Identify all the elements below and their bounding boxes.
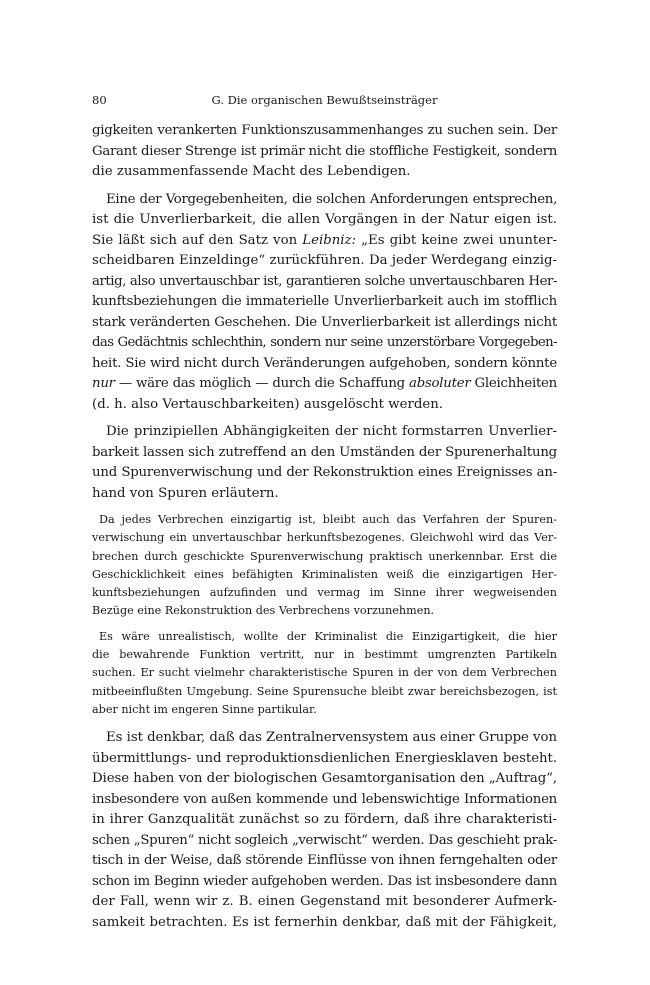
text-line — [92, 231, 557, 252]
text-line: übermittlungs- und reproduktionsdienlichen Energiesklaven besteht. — [92, 750, 557, 766]
text-line: und Spurenverwischung und der Rekonstruktion eines Ereignisses an- — [92, 465, 557, 480]
text-line: Es wäre unrealistisch, wollte der Kriminalist die Einzigartigkeit, die hier — [99, 629, 557, 643]
text-line: schen „Spuren“ nicht sogleich „verwischt“ werden. Das geschieht prak- — [92, 832, 557, 848]
text-line: mitbeeinflußten Umgebung. Seine Spurensuche bleibt zwar bereichsbezogen, ist — [92, 684, 557, 698]
text-line: Garant dieser Strenge ist primär nicht die stoffliche Festigkeit, sondern — [92, 143, 557, 159]
text-line: Bezüge eine Rekonstruktion des Verbrechens vorzunehmen. — [92, 604, 435, 618]
paragraph-4-small — [92, 511, 557, 621]
text-line: schon im Beginn wieder aufgehoben werden. Das ist insbesondere dann — [92, 873, 557, 889]
running-head: G. Die organischen Bewußtseinsträger — [211, 93, 438, 107]
text-line: die zusammenfassende Macht des Lebendigen. — [92, 164, 411, 179]
text-line: scheidbaren Einzeldinge“ zurückführen. Da jeder Werdegang einzig- — [92, 253, 557, 268]
text-line: verwischung ein unvertauschbar herkunftsbezogenes. Gleichwohl wird das Ver- — [92, 531, 557, 545]
text-line: samkeit betrachten. Es ist fernerhin denkbar, daß mit der Fähigkeit, — [92, 914, 557, 930]
page-body — [92, 121, 557, 933]
text-line: tisch in der Weise, daß störende Einflüsse von ihnen ferngehalten oder — [92, 853, 557, 869]
text-line: in ihrer Ganzqualität zunächst so zu fördern, daß ihre charakteristi- — [92, 812, 557, 828]
text-line: kunftsbeziehungen aufzufinden und vermag im Sinne ihrer wegweisenden — [92, 586, 557, 600]
text-line: insbesondere von außen kommende und lebenswichtige Informationen — [92, 791, 557, 807]
text-line: das Gedächtnis schlechthin, sondern nur seine unzerstörbare Vorgegeben- — [92, 335, 557, 350]
text-line: suchen. Er sucht vielmehr charakteristische Spuren in der von dem Verbrechen — [92, 666, 557, 680]
text-line: der Fall, wenn wir z. B. einen Gegenstand mit besonderer Aufmerk- — [92, 894, 557, 910]
text-line: ist die Unverlierbarkeit, die allen Vorgängen in der Natur eigen ist. — [92, 212, 557, 227]
text-line: Da jedes Verbrechen einzigartig ist, bleibt auch das Verfahren der Spuren- — [99, 513, 557, 526]
text-line: stark veränderten Geschehen. Die Unverlierbarkeit ist allerdings nicht — [92, 314, 557, 330]
page-number: 80 — [92, 93, 107, 107]
text-line: barkeit lassen sich zutreffend an den Umständen der Spurenerhaltung — [92, 444, 557, 460]
paragraph-5-small — [92, 628, 557, 719]
text-line: (d. h. also Vertauschbarkeiten) ausgelöscht werden. — [92, 396, 443, 412]
paragraph-3 — [92, 422, 557, 504]
text-line: Es ist denkbar, daß das Zentralnervensystem aus einer Gruppe von — [106, 730, 557, 746]
emphasis-name: Leibniz: — [302, 232, 357, 248]
text-line: Die prinzipiellen Abhängigkeiten der nicht formstarren Unverlier- — [106, 424, 557, 439]
text-segment: — wäre das möglich — durch die Schaffung — [114, 376, 410, 391]
text-line: artig, also unvertauschbar ist, garantieren solche unvertauschbaren Her- — [92, 273, 557, 289]
emphasis-word: nur — [92, 376, 115, 391]
text-line: gigkeiten verankerten Funktionszusammenhanges zu suchen sein. Der — [92, 123, 557, 138]
text-line — [92, 374, 557, 395]
text-segment: Sie läßt sich auf den Satz von — [92, 232, 303, 248]
text-line: aber nicht im engeren Sinne partikular. — [92, 702, 317, 716]
text-line: brechen durch geschickte Spurenverwischung praktisch unerkennbar. Erst die — [92, 549, 557, 563]
text-segment: Gleichheiten — [470, 376, 557, 391]
text-line: die bewahrende Funktion vertritt, nur in bestimmt umgrenzten Partikeln — [92, 648, 557, 662]
text-segment: „Es gibt keine zwei ununter- — [356, 232, 557, 248]
text-line: hand von Spuren erläutern. — [92, 485, 279, 501]
paragraph-6 — [92, 728, 557, 933]
text-line: Geschicklichkeit eines befähigten Kriminalisten weiß die einzigartigen Her- — [92, 567, 557, 581]
text-line: heit. Sie wird nicht durch Veränderungen aufgehoben, sondern könnte — [92, 355, 557, 371]
text-line: Eine der Vorgegebenheiten, die solchen Anforderungen entsprechen, — [106, 191, 557, 207]
text-line: Diese haben von der biologischen Gesamtorganisation den „Auftrag“, — [92, 771, 557, 787]
emphasis-word: absoluter — [409, 376, 471, 391]
paragraph-1 — [92, 121, 557, 183]
paragraph-2 — [92, 190, 557, 416]
text-line: kunftsbeziehungen die immaterielle Unverlierbarkeit auch im stofflich — [92, 294, 557, 309]
